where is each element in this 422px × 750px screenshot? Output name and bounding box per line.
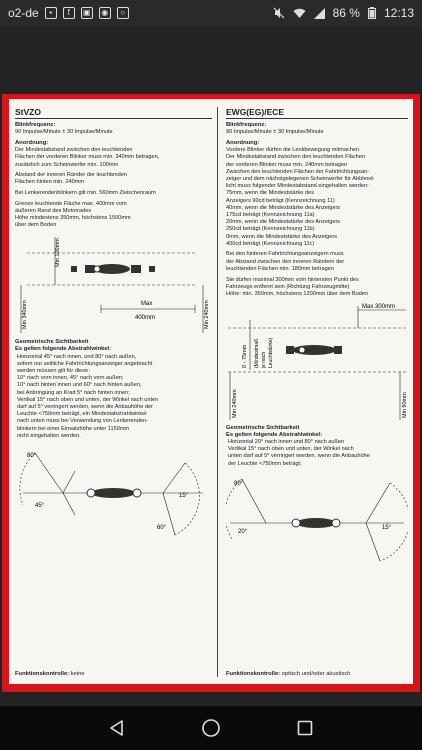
text-line: licht muss folgender Mindestabstand eingehalten werden:: [226, 183, 369, 190]
angle-20-label: 20°: [238, 529, 248, 536]
geo-heading: Geometrische Sichtbarkeit: [15, 339, 89, 346]
text-line: der Abstand zwischen den inneren Rändern der: [226, 258, 345, 265]
leuchtstaerke-label: Leuchtstärke): [268, 337, 274, 368]
angle-diagram: [226, 471, 408, 567]
navigation-bar: [0, 706, 422, 750]
angle-diagram: [15, 443, 211, 543]
photo-icon: ▣: [81, 7, 93, 19]
text-line: Bei den hinteren Fahrtrichtungsanzeigern muss: [226, 251, 344, 258]
front-view-diagram: [15, 233, 211, 335]
anordnung-heading: Anordnung:: [226, 139, 260, 146]
text-line: Horizontal 45° nach innen, und 80° nach außen,: [17, 353, 137, 360]
text-line: Anzeigers 90cd beträgt (Kennzeichnung 11): [226, 197, 335, 204]
funktion-value: keine: [70, 670, 85, 677]
column-divider: [217, 107, 218, 677]
status-bar: [0, 0, 422, 26]
text-line: 40mm, wenn die Mindeststärke des Anzeigers: [226, 204, 341, 211]
text-line: Der Mindestabstand zwischen den leuchtenden Flächen: [226, 154, 365, 161]
text-line: der vorderen Blinker muss min. 240mm betragen: [226, 161, 348, 168]
signal-icon: [314, 8, 325, 19]
text-line: Horizontal 20° nach innen und 80° nach außen: [228, 439, 345, 446]
text-line: bei Anbringung an Krad 5° nach hinten innen;: [17, 389, 130, 396]
back-button[interactable]: [105, 716, 129, 740]
camera-icon: ◉: [99, 7, 111, 19]
stvzo-title: StVZO: [15, 107, 212, 119]
funktion-footer: [226, 671, 350, 678]
winkel-heading: Es gelten folgende Abstrahlwinkel:: [15, 346, 112, 353]
battery-percent: 86 %: [332, 6, 360, 20]
text-line: zusätzlich zum Scheinwerfer min. 100mm: [15, 161, 119, 168]
text-line: leuchtenden Flächen min. 180mm betragen: [226, 265, 334, 272]
facebook-icon: f: [63, 7, 75, 19]
text-line: Flächen hinten min. 240mm: [15, 179, 85, 186]
text-line: blinkern bei einer Einsatzhöhe unter 1150mm: [17, 425, 130, 432]
geo-heading: Geometrische Sichtbarkeit: [226, 424, 300, 431]
front-view-diagram: [226, 302, 408, 422]
text-line: äußeren Rand des Motorrades: [15, 208, 92, 215]
max400-label: 400mm: [135, 315, 156, 322]
text-line: darf auf 5° verringert werden, wenn die Anbauhöhe der: [17, 403, 153, 410]
home-icon: [201, 718, 221, 738]
text-line: über dem Boden: [15, 222, 57, 229]
text-line: Vertikal 15° nach oben und unten, der Winkel nach unten: [17, 396, 159, 403]
funktion-heading: Funktionskontrolle:: [226, 670, 281, 677]
text-line: 175cd beträgt (Kennzeichnung 11a): [226, 211, 315, 218]
text-line: Leuchte <750mm beträgt, ein Mindestabstrahlwinkel: [17, 411, 147, 418]
text-line: 0mm, wenn die Mindeststärke des Anzeigers: [226, 233, 337, 240]
angle-80-label: 80°: [234, 481, 244, 488]
blinkfrequenz-heading: Blinkfrequenz:: [226, 122, 267, 128]
image-viewer[interactable]: [0, 26, 422, 706]
recents-icon: [297, 720, 313, 736]
blinkfrequenz-text: 90 Impulse/Minute ± 30 Impulse/Minute: [226, 129, 324, 136]
text-line: nach unten muss bei Verwendung von Lenkerenden-: [17, 418, 148, 425]
text-line: 75mm, wenn die Mindeststärke des: [226, 190, 314, 197]
text-line: 20mm, wenn die Mindeststärke des Anzeigers: [226, 219, 341, 226]
text-line: Sie dürfen maximal 300mm vom hintersten Punkt des: [226, 276, 359, 283]
text-line: Vertikal 15° nach oben und unten, der Winkel nach: [228, 446, 354, 453]
instagram-icon: ○: [117, 7, 129, 19]
min340-label: Min 340mm: [22, 300, 28, 330]
recents-button[interactable]: [293, 716, 317, 740]
text-line: sofern nur seitliche Fahrtrichtungsanzeiger angebracht: [17, 360, 153, 367]
ece-column: [220, 99, 413, 684]
text-line: der Leuchte <750mm beträgt;: [228, 460, 302, 467]
text-line: Grenze leuchtende Fläche max. 400mm vom: [15, 200, 127, 207]
battery-icon: [368, 7, 376, 19]
angle-15-label: 15°: [179, 493, 189, 500]
text-line: Der Mindestabstand zwischen den leuchtenden: [15, 147, 133, 154]
text-line: Vordere Blinker dürfen die Lenkbewegung mitmachen.: [226, 147, 361, 154]
angle-80-label: 80°: [27, 453, 37, 460]
text-line: Fahrzeugs entfernt sein (Richtung Fahrzeugmitte): [226, 283, 350, 290]
text-line: 10° nach vorn innen, 45° nach vorn außen;: [17, 375, 124, 382]
text-line: 400cd beträgt (Kennzeichnung 11c): [226, 240, 315, 247]
wifi-icon: [293, 8, 306, 19]
funktion-value: optisch und/oder akustisch: [281, 670, 351, 677]
text-line: Abstand der inneren Ränder der leuchtenden: [15, 172, 127, 179]
min240-label: Min 240mm: [232, 388, 238, 418]
carrier-label: o2-de: [8, 6, 39, 20]
text-line: nicht eingehalten werden.: [17, 432, 81, 439]
blinkfrequenz-heading: Blinkfrequenz:: [15, 122, 56, 128]
text-line: Höhe: min. 350mm, höchstens 1200mm über dem Boden: [226, 290, 369, 297]
text-line: 250cd beträgt (Kennzeichnung 11b): [226, 226, 315, 233]
funktion-heading: Funktionskontrolle:: [15, 670, 70, 677]
home-button[interactable]: [199, 716, 223, 740]
text-line: unten darf auf 5° verringert werden, wenn die Anbauhöhe: [228, 453, 370, 460]
funktion-footer: [15, 671, 85, 678]
anordnung-heading: Anordnung:: [15, 139, 49, 146]
je-nach-label: je nach: [261, 351, 267, 368]
text-line: 10° nach hinten innen und 60° nach hinten außen,: [17, 382, 142, 389]
winkel-heading: Es gelten folgende Abstrahlwinkel:: [226, 431, 323, 438]
text-line: Höhe mindestens 350mm, höchstens 1500mm: [15, 215, 131, 222]
notification-icon: ▪: [45, 7, 57, 19]
range-label: 0 - 75mm: [242, 344, 248, 368]
mindest-label: (Mindestmaß: [254, 338, 260, 368]
clock: 12:13: [383, 6, 414, 20]
stvzo-column: [9, 99, 217, 684]
document-frame: [2, 94, 420, 692]
document-page: [9, 99, 413, 684]
angle-60-label: 60°: [157, 525, 167, 532]
angle-15-label: 15°: [382, 525, 392, 532]
max300-label: Max 300mm: [362, 303, 396, 310]
min100-label: Min 100mm: [55, 238, 61, 268]
mute-icon: [273, 7, 285, 19]
text-line: zeiger und dem nächstgelegenen Scheinwerfer für Abblend-: [226, 175, 375, 182]
min240-label: Min 240mm: [204, 300, 210, 330]
back-icon: [108, 719, 126, 737]
max-label: Max: [141, 301, 153, 308]
angle-45-label: 45°: [35, 503, 45, 510]
blinkfrequenz-text: 90 Impulse/Minute ± 30 Impulse/Minute: [15, 129, 113, 136]
ece-title: EWG(EG)/ECE: [226, 107, 408, 119]
min90-label: Min 90mm: [402, 392, 408, 418]
text-line: Flächen der vorderen Blinker muss min. 340mm betragen,: [15, 154, 160, 161]
text-line: werden müssen gilt für diese:: [17, 367, 90, 374]
lenker-text: Bei Lenkerendenblinkern gilt min. 560mm Zwischenraum: [15, 190, 156, 197]
text-line: Zwischen den leuchtenden Flächen der Fahrtrichtungsan-: [226, 168, 370, 175]
